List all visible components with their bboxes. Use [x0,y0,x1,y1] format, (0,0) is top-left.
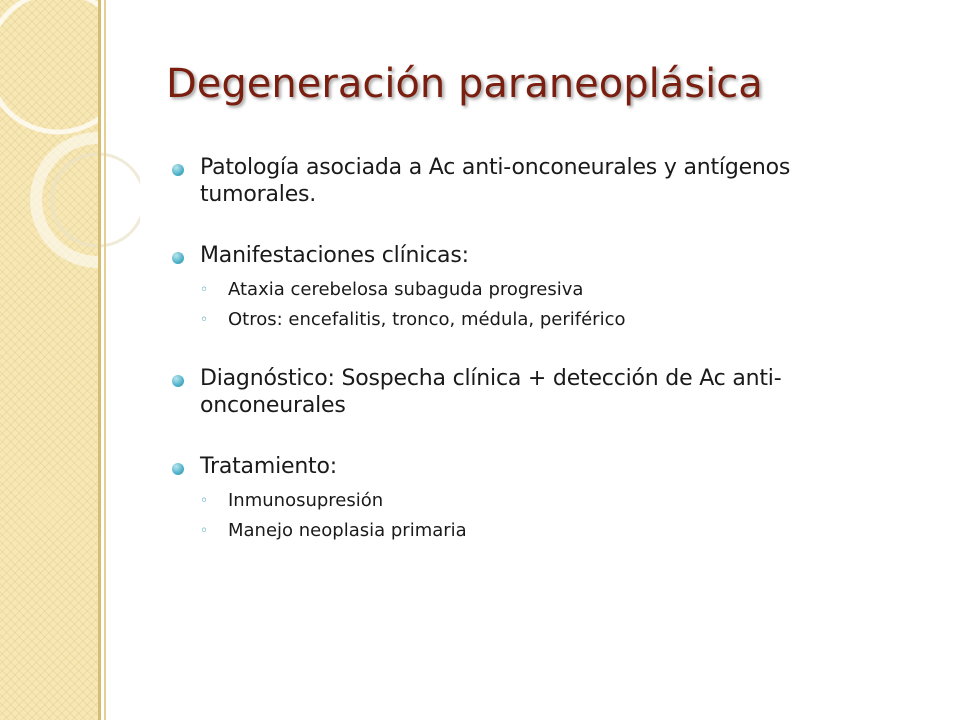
filled-circle-bullet-icon [172,463,184,475]
bullet-item-treatment [200,453,910,542]
sub-list [200,279,910,331]
sub-item-text: Otros: encefalitis, tronco, médula, periférico [228,309,626,330]
bullet-item-clinical-manifestations [200,242,910,331]
sub-list-item [200,520,910,542]
sub-item-text: Inmunosupresión [228,490,384,511]
filled-circle-bullet-icon [172,252,184,264]
sub-list-item [200,309,910,331]
sub-list-item [200,279,910,301]
side-divider-line-thin [104,0,106,720]
bullet-text: Diagnóstico: Sospecha clínica + detección de Ac anti-onconeurales [200,366,782,418]
hollow-circle-bullet-icon: ◦ [200,312,209,328]
hollow-circle-bullet-icon: ◦ [200,282,209,298]
sub-list-item [200,490,910,512]
slide-title: Degeneración paraneoplásica [166,61,763,107]
sub-list [200,490,910,542]
bullet-item-diagnosis [200,365,910,419]
bullet-text: Patología asociada a Ac anti-onconeurales y antígenos tumorales. [200,155,791,207]
hollow-circle-bullet-icon: ◦ [200,523,209,539]
slide-body [200,154,910,576]
hollow-circle-bullet-icon: ◦ [200,493,209,509]
sub-item-text: Ataxia cerebelosa subaguda progresiva [228,279,584,300]
filled-circle-bullet-icon [172,164,184,176]
filled-circle-bullet-icon [172,375,184,387]
side-divider-line [98,0,101,720]
bullet-item-pathology [200,154,910,208]
bullet-text: Manifestaciones clínicas: [200,243,469,268]
decorative-rings [0,0,140,300]
sub-item-text: Manejo neoplasia primaria [228,520,467,541]
bullet-text: Tratamiento: [200,454,337,479]
